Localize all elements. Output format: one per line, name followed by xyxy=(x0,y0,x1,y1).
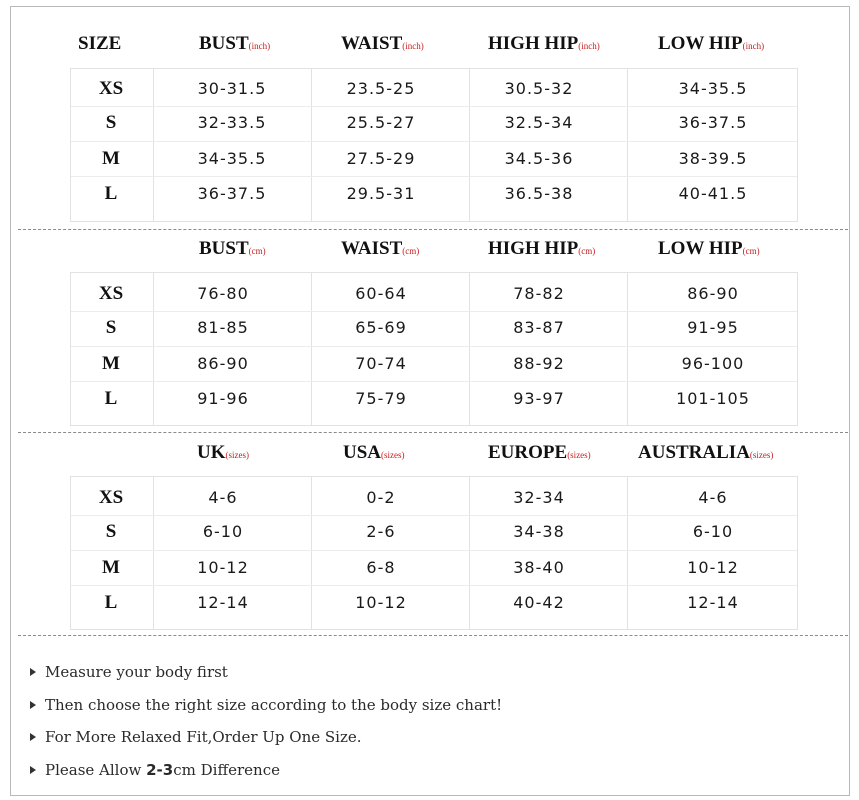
size-label: S xyxy=(105,521,117,542)
table1-header-high-hip: HIGH HIP(inch) xyxy=(488,33,600,54)
table3-header-uk: UK(sizes) xyxy=(197,442,249,463)
table-cell: 70-74 xyxy=(355,354,407,373)
table2-header-bust: BUST(cm) xyxy=(199,238,266,259)
bullet-triangle-icon xyxy=(30,701,36,709)
table-cell: 10-12 xyxy=(687,558,739,577)
table-cell: 6-10 xyxy=(692,522,734,541)
instructions-list xyxy=(30,656,502,786)
table-cell: 38-40 xyxy=(513,558,565,577)
size-label: XS xyxy=(98,487,124,508)
table3-header-usa: USA(sizes) xyxy=(343,442,405,463)
table-cell: 81-85 xyxy=(197,318,249,337)
table-cell: 29.5-31 xyxy=(346,184,416,203)
unit-label: (sizes) xyxy=(567,450,591,460)
note-text: Measure your body first xyxy=(45,663,228,682)
table-cell: 88-92 xyxy=(513,354,565,373)
table-cell: 10-12 xyxy=(197,558,249,577)
table-cell: 75-79 xyxy=(355,389,407,408)
table-row xyxy=(71,347,797,381)
table-cell: 65-69 xyxy=(355,318,407,337)
unit-label: (sizes) xyxy=(381,450,405,460)
note-text: Then choose the right size according to the body size chart! xyxy=(45,695,503,714)
table-cell: 6-8 xyxy=(366,558,396,577)
table-cell: 76-80 xyxy=(197,284,249,303)
table-cell: 96-100 xyxy=(681,354,745,373)
size-label: L xyxy=(104,592,118,613)
table-cell: 40-42 xyxy=(513,593,565,612)
list-item xyxy=(30,754,502,787)
unit-label: (inch) xyxy=(248,41,271,51)
size-label: L xyxy=(104,388,118,409)
table-cell: 34-35.5 xyxy=(678,79,748,98)
section-divider xyxy=(18,635,848,636)
table-row xyxy=(71,72,797,106)
table-cell: 0-2 xyxy=(366,488,396,507)
table-cell: 91-95 xyxy=(687,318,739,337)
table-cell: 25.5-27 xyxy=(346,113,416,132)
unit-label: (sizes) xyxy=(225,450,249,460)
list-item xyxy=(30,689,502,722)
table-cell: 78-82 xyxy=(513,284,565,303)
section-divider xyxy=(18,229,848,230)
note-text: For More Relaxed Fit,Order Up One Size. xyxy=(45,728,362,747)
table-cell: 4-6 xyxy=(208,488,238,507)
table-row xyxy=(71,277,797,311)
table-row xyxy=(71,481,797,515)
note-emphasis: 2-3 xyxy=(146,760,174,779)
table-cell: 32.5-34 xyxy=(504,113,574,132)
size-label: M xyxy=(102,353,120,374)
table-row xyxy=(71,142,797,176)
unit-label: (cm) xyxy=(402,246,420,256)
table-cell: 2-6 xyxy=(366,522,396,541)
unit-label: (sizes) xyxy=(749,450,774,460)
bullet-triangle-icon xyxy=(30,733,36,741)
table-cell: 12-14 xyxy=(687,593,739,612)
table-row xyxy=(71,106,797,140)
table2-header-high-hip: HIGH HIP(cm) xyxy=(488,238,596,259)
table-row xyxy=(71,586,797,620)
table-cell: 36-37.5 xyxy=(197,184,267,203)
bullet-triangle-icon xyxy=(30,668,36,676)
section-divider xyxy=(18,432,848,433)
table-cell: 101-105 xyxy=(676,389,750,408)
size-label: S xyxy=(105,317,117,338)
table-cell: 91-96 xyxy=(197,389,249,408)
table-cell: 34-38 xyxy=(513,522,565,541)
bullet-triangle-icon xyxy=(30,766,36,774)
table3-header-australia: AUSTRALIA(sizes) xyxy=(638,442,774,463)
table-cell: 34.5-36 xyxy=(504,149,574,168)
size-label: XS xyxy=(98,78,124,99)
note-text: Please Allow xyxy=(45,760,147,779)
table-row xyxy=(71,551,797,585)
unit-label: (inch) xyxy=(402,41,424,51)
table-cell: 60-64 xyxy=(355,284,407,303)
list-item xyxy=(30,721,502,754)
size-label: S xyxy=(105,112,117,133)
table2-header-low-hip: LOW HIP(cm) xyxy=(658,238,760,259)
table-row xyxy=(71,177,797,211)
table-cell: 12-14 xyxy=(197,593,249,612)
table-cell: 83-87 xyxy=(513,318,565,337)
table1-header-low-hip: LOW HIP(inch) xyxy=(658,33,765,54)
size-label: L xyxy=(104,183,118,204)
table-cell: 23.5-25 xyxy=(346,79,416,98)
size-label: M xyxy=(102,557,120,578)
note-text-suffix: cm Difference xyxy=(173,760,280,779)
table-row xyxy=(71,382,797,416)
table-cell: 32-34 xyxy=(513,488,565,507)
table-cell: 30.5-32 xyxy=(504,79,574,98)
table-cell: 27.5-29 xyxy=(346,149,416,168)
unit-label: (cm) xyxy=(578,246,596,256)
table-cell: 10-12 xyxy=(355,593,407,612)
table3-grid xyxy=(70,476,798,630)
table1-header-waist: WAIST(inch) xyxy=(341,33,424,54)
unit-label: (inch) xyxy=(742,41,765,51)
table-cell: 86-90 xyxy=(687,284,739,303)
table-cell: 40-41.5 xyxy=(678,184,748,203)
table-cell: 86-90 xyxy=(197,354,249,373)
table-cell: 34-35.5 xyxy=(197,149,267,168)
table-cell: 32-33.5 xyxy=(197,113,267,132)
table-cell: 93-97 xyxy=(513,389,565,408)
table-row xyxy=(71,515,797,549)
size-column-header: SIZE xyxy=(78,33,122,54)
table3-header-europe: EUROPE(sizes) xyxy=(488,442,591,463)
table1-grid xyxy=(70,68,798,222)
table-cell: 36-37.5 xyxy=(678,113,748,132)
table-cell: 30-31.5 xyxy=(197,79,267,98)
unit-label: (inch) xyxy=(578,41,600,51)
size-label: XS xyxy=(98,283,124,304)
table2-header-waist: WAIST(cm) xyxy=(341,238,420,259)
size-label: M xyxy=(102,148,120,169)
table-cell: 38-39.5 xyxy=(678,149,748,168)
list-item xyxy=(30,656,502,689)
table-cell: 36.5-38 xyxy=(504,184,574,203)
unit-label: (cm) xyxy=(742,246,760,256)
unit-label: (cm) xyxy=(248,246,266,256)
table1-header-bust: BUST(inch) xyxy=(199,33,271,54)
table-row xyxy=(71,311,797,345)
table-cell: 4-6 xyxy=(698,488,728,507)
table-cell: 6-10 xyxy=(202,522,244,541)
table2-grid xyxy=(70,272,798,426)
